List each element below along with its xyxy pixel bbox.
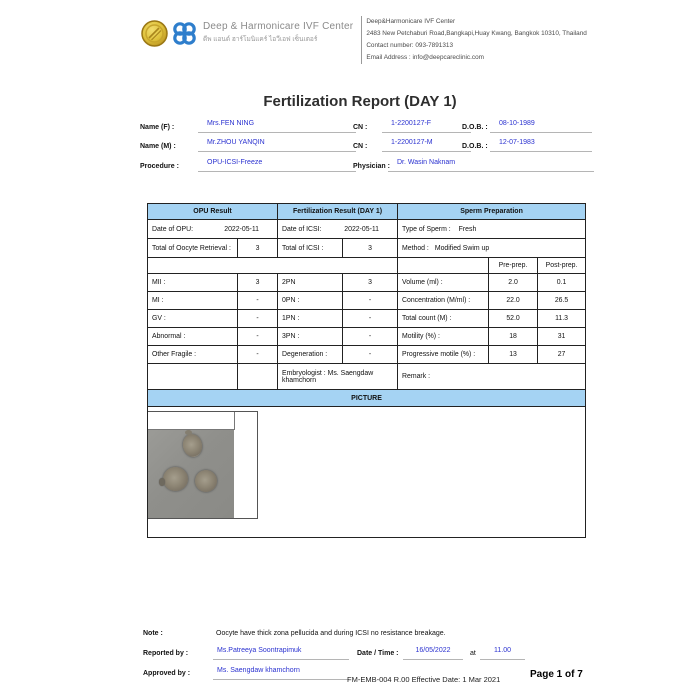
section-header-fert: Fertilization Result (DAY 1) <box>278 204 398 220</box>
other-fragile-label: Other Fragile : <box>148 346 238 364</box>
cn-f-value: 1-2200127-F <box>382 120 471 133</box>
pre-prep-header: Pre-prep. <box>489 258 538 274</box>
abnormal-label: Abnormal : <box>148 328 238 346</box>
date-value: 16/05/2022 <box>403 647 463 660</box>
total-count-pre: 52.0 <box>489 310 538 328</box>
1pn-label: 1PN : <box>278 310 343 328</box>
concentration-post: 26.5 <box>538 292 586 310</box>
3pn-value: - <box>343 328 398 346</box>
remark-cell: Remark : <box>398 364 586 390</box>
clinic-name: Deep & Harmonicare IVF Center <box>203 21 354 32</box>
method-label: Method : <box>402 244 429 252</box>
clinic-contact-block <box>366 16 587 64</box>
gv-value: - <box>238 310 278 328</box>
clinic-info-line: Deep&Harmonicare IVF Center <box>366 18 456 25</box>
volume-label: Volume (ml) : <box>398 274 489 292</box>
motility-pre: 18 <box>489 328 538 346</box>
approved-by-label: Approved by : <box>143 670 191 677</box>
concentration-label: Concentration (M/ml) : <box>398 292 489 310</box>
clinic-address: 2483 New Petchaburi Road,Bangkapi,Huay Kwang, Bangkok 10310, Thailand <box>366 30 587 37</box>
clinic-name-thai: ดีพ แอนด์ ฮาร์โมนิแคร์ ไอวีเอฟ เซ็นเตอร์ <box>203 36 318 43</box>
empty-cell <box>238 364 278 390</box>
reported-by-value: Ms.Patreeya Soontrapimuk <box>213 647 349 660</box>
clinic-name-block <box>203 21 353 44</box>
clinic-phone: Contact number: 093-7891313 <box>366 42 454 49</box>
mii-value: 3 <box>238 274 278 292</box>
progressive-post: 27 <box>538 346 586 364</box>
note-text: Oocyte have thick zona pellucida and during ICSI no resistance breakage. <box>216 630 446 637</box>
oocyte-3 <box>195 470 217 492</box>
sperm-type-cell <box>398 220 586 239</box>
report-title: Fertilization Report (DAY 1) <box>263 93 457 110</box>
sperm-type-value: Fresh <box>458 225 477 233</box>
dob-f-label: D.O.B. : <box>462 124 488 131</box>
date-opu-value: 2022-05-11 <box>224 225 260 233</box>
2pn-value: 3 <box>343 274 398 292</box>
gv-label: GV : <box>148 310 238 328</box>
post-prep-header: Post-prep. <box>538 258 586 274</box>
cn-f-label: CN : <box>353 124 368 131</box>
at-label: at <box>470 650 476 657</box>
approved-by-value: Ms. Saengdaw khamchorn <box>213 667 349 680</box>
progressive-pre: 13 <box>489 346 538 364</box>
other-fragile-value: - <box>238 346 278 364</box>
procedure-label: Procedure : <box>140 163 179 170</box>
section-header-opu: OPU Result <box>148 204 278 220</box>
motility-label: Motility (%) : <box>398 328 489 346</box>
physician-label: Physician : <box>353 163 390 170</box>
oocyte-1 <box>181 432 204 458</box>
name-f-label: Name (F) : <box>140 124 175 131</box>
empty-cell <box>148 364 238 390</box>
date-icsi-label: Date of ICSI: <box>282 225 322 233</box>
cn-m-label: CN : <box>353 143 368 150</box>
oocyte-fragment <box>159 478 165 486</box>
total-count-post: 11.3 <box>538 310 586 328</box>
datetime-label: Date / Time : <box>357 650 399 657</box>
empty-cell <box>398 258 489 274</box>
dob-m-label: D.O.B. : <box>462 143 488 150</box>
oocyte-micrograph-image <box>148 430 235 518</box>
blue-clover-logo-icon <box>171 20 198 47</box>
micrograph-frame <box>148 411 259 519</box>
empty-cell <box>148 258 398 274</box>
picture-section-body <box>148 407 586 538</box>
section-header-sperm: Sperm Preparation <box>398 204 586 220</box>
degeneration-value: - <box>343 346 398 364</box>
mi-label: MI : <box>148 292 238 310</box>
abnormal-value: - <box>238 328 278 346</box>
cn-m-value: 1-2200127-M <box>382 139 471 152</box>
total-icsi-label: Total of ICSI : <box>278 239 343 258</box>
mii-label: MII : <box>148 274 238 292</box>
dob-f-value: 08-10-1989 <box>490 120 592 133</box>
date-opu-label: Date of OPU: <box>152 225 193 233</box>
date-icsi-cell <box>278 220 398 239</box>
picture-section-header: PICTURE <box>148 390 586 407</box>
header-divider <box>361 16 362 64</box>
time-value: 11.00 <box>480 647 525 660</box>
method-cell <box>398 239 586 258</box>
note-label: Note : <box>143 630 163 637</box>
dob-m-value: 12-07-1983 <box>490 139 592 152</box>
name-m-label: Name (M) : <box>140 143 176 150</box>
clinic-email: Email Address : info@deepcareclinic.com <box>366 54 484 61</box>
progressive-label: Progressive motile (%) : <box>398 346 489 364</box>
gold-coin-logo-icon <box>141 20 168 47</box>
concentration-pre: 22.0 <box>489 292 538 310</box>
date-opu-cell <box>148 220 278 239</box>
reported-by-label: Reported by : <box>143 650 189 657</box>
3pn-label: 3PN : <box>278 328 343 346</box>
fertilization-table <box>147 203 586 538</box>
degeneration-label: Degeneration : <box>278 346 343 364</box>
mi-value: - <box>238 292 278 310</box>
name-f-value: Mrs.FEN NING <box>198 120 356 133</box>
0pn-value: - <box>343 292 398 310</box>
motility-post: 31 <box>538 328 586 346</box>
1pn-value: - <box>343 310 398 328</box>
volume-post: 0.1 <box>538 274 586 292</box>
clinic-header <box>141 14 587 64</box>
date-icsi-value: 2022-05-11 <box>344 225 380 233</box>
micrograph-titlebar <box>148 412 236 430</box>
method-value: Modified Swim up <box>434 244 490 252</box>
procedure-value: OPU-ICSI-Freeze <box>198 159 356 172</box>
name-m-value: Mr.ZHOU YANQIN <box>198 139 356 152</box>
form-code: FM-EMB-004 R.00 Effective Date: 1 Mar 2021 <box>347 675 501 684</box>
sperm-type-label: Type of Sperm : <box>402 225 451 233</box>
physician-value: Dr. Wasin Naknam <box>388 159 594 172</box>
micrograph-sidebar <box>235 412 257 518</box>
oocyte-debris <box>185 430 192 435</box>
total-oocyte-value: 3 <box>238 239 278 258</box>
total-icsi-value: 3 <box>343 239 398 258</box>
oocyte-2 <box>163 467 188 491</box>
volume-pre: 2.0 <box>489 274 538 292</box>
page-number: Page 1 of 7 <box>530 669 583 680</box>
embryologist-cell: Embryologist : Ms. Saengdaw khamchorn <box>278 364 398 390</box>
total-count-label: Total count (M) : <box>398 310 489 328</box>
2pn-label: 2PN <box>278 274 343 292</box>
0pn-label: 0PN : <box>278 292 343 310</box>
total-oocyte-label: Total of Oocyte Retrieval : <box>148 239 238 258</box>
